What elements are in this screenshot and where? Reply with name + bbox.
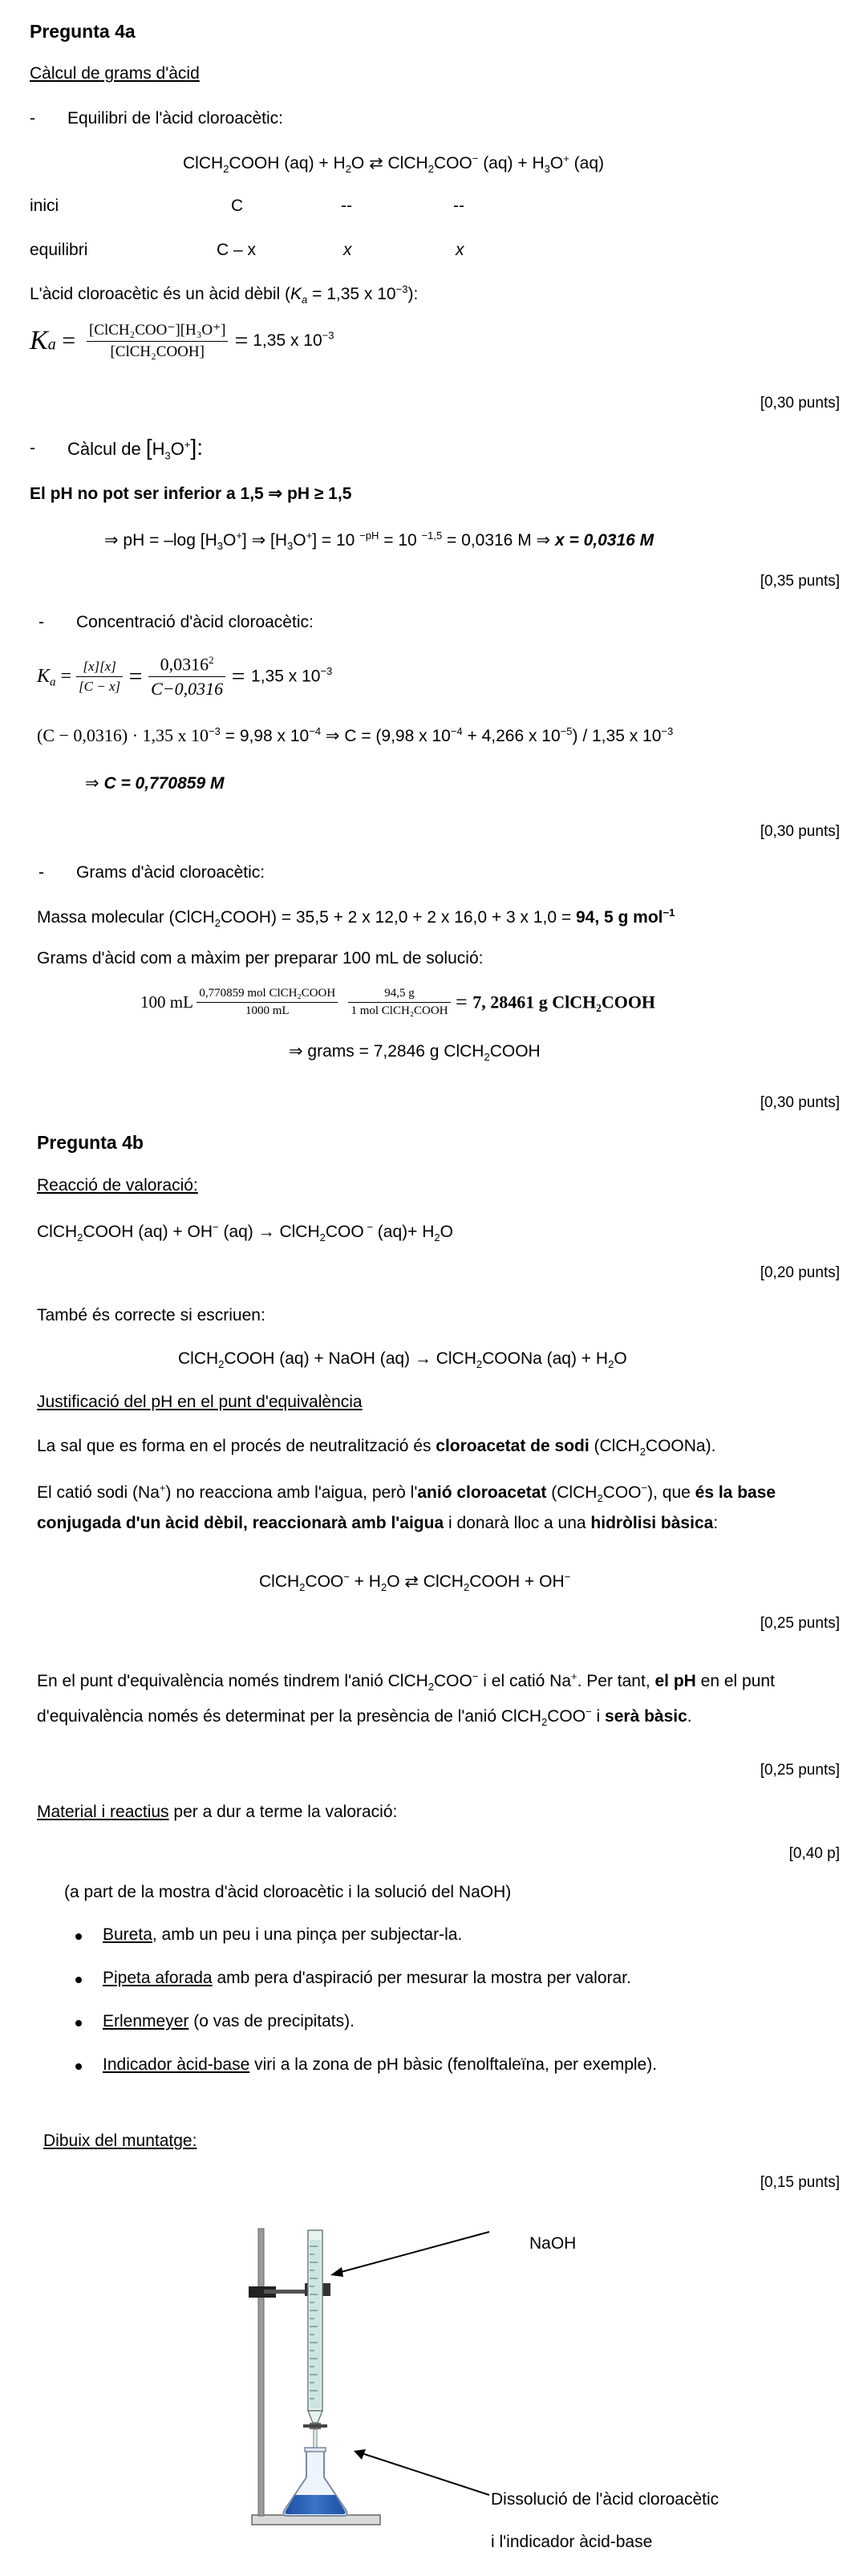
list-item: Bureta, amb un peu i una pinça per subjectar-la. [103, 1925, 463, 1944]
material-heading: Material i reactius per a dur a terme la valoració: [37, 1803, 398, 1821]
titration-setup-drawing [241, 2222, 497, 2535]
flask-arrow [359, 2452, 489, 2495]
c-equation: (C − 0,0316) · 1,35 x $10^{-3} = 9,98$ x $10^{-4}$ ⇒ C = (9,98 x $10^{-4} + 4,266$ x $10^{-5}) / 1,35$ x $10^{-3}$ [37, 725, 674, 745]
question-4a-title: Pregunta 4a [30, 21, 136, 42]
cation-paragraph: El catió sodi (Na+) no reacciona amb l'aigua, però l'anió cloroacetat (ClCH$_2$COO−), que és la base conjugada d'un àcid dèbil, reaccionarà amb l'aigua i donarà lloc a una hidròlisi bàsica: [37, 1482, 776, 1533]
material-intro: (a part de la mostra d'àcid cloroacètic i la solució del NaOH) [64, 1883, 512, 1901]
stand-rod [258, 2229, 264, 2516]
concentration-label: Concentració d'àcid cloroacètic: [76, 613, 314, 631]
ka-formula: $K_a$ = $\frac{\text{[ClCH₂COO⁻][H₃O⁺]}}{\text{[ClCH₂COOH]}}$ = 1,35 x $10^{-3}$ [30, 322, 334, 360]
ph-rule: El pH no pot ser inferior a 1,5 ⇒ pH ≥ 1,5 [30, 485, 352, 503]
list-item: Indicador àcid-base viri a la zona de pH bàsic (fenolftaleïna, per exemple). [103, 2055, 658, 2074]
equilibrium-reaction: ClCH$_2$COOH $(aq) + H_2O$ ⇄ ClCH$_2$COO− $(aq) + H_3O^+$ (aq) [183, 152, 604, 176]
dash-marker: - [30, 109, 35, 128]
dash-marker: - [38, 613, 44, 631]
cell-equil-x2: x [456, 241, 464, 259]
naoh-label: NaOH [529, 2234, 577, 2253]
cell-inici-c: C [231, 197, 244, 215]
molecular-mass: Massa molecular (ClCH$_2$COOH) = 35,5 + 2 x 12,0 + 2 x 16,0 + 3 x 1,0 = 94, 5 g mol$^{-1}$ [37, 907, 675, 930]
titration-reaction: ClCH$_2$COOH (aq) + OH− (aq) → ClCH$_2$COO − $(aq)+ H_2O$ [37, 1221, 453, 1244]
dash-marker: - [30, 439, 35, 457]
hydrolysis-reaction: ClCH$_2$COO− + $H_2O$ ⇄ ClCH$_2$COOH + OH− [259, 1571, 571, 1594]
h3o-label: Càlcul de $[H_3O^+]$: [67, 435, 204, 462]
flask-label-line2: i l'indicador àcid-base [491, 2533, 653, 2551]
list-item: Erlenmeyer (o vas de precipitats). [103, 2012, 355, 2030]
naoh-arrowhead [330, 2267, 343, 2277]
points-label: [0,35 punts] [760, 573, 840, 590]
points-label: [0,25 punts] [760, 1762, 840, 1779]
list-item: Pipeta aforada amb pera d'aspiració per mesurar la mostra per valorar. [103, 1969, 631, 1987]
list-bullet [75, 1933, 82, 1940]
equilibrium-label: Equilibri de l'àcid cloroacètic: [67, 109, 283, 128]
section-heading-ph-justification: Justificació del pH en el punt d'equivalència [37, 1393, 363, 1411]
section-heading-titration-reaction: Reacció de valoració: [37, 1176, 198, 1195]
c-result: ⇒ C = 0,770859 M [85, 774, 225, 793]
salt-statement: La sal que es forma en el procés de neutralització és cloroacetat de sodi (ClCH$_2$COONa). [37, 1437, 716, 1458]
points-label: [0,30 punts] [760, 395, 840, 412]
cell-inici-dash1: -- [341, 197, 352, 215]
cell-equil-c: C – x [217, 241, 257, 259]
ph-calculation: ⇒ pH = –log $[H_3O^+]$ ⇒ $[H_3O^+] = 10$ $^{-pH}$ = 10 $^{-1,5}$ = 0,0316 M ⇒ x = 0,0316 M [104, 529, 654, 553]
list-bullet [75, 1977, 82, 1983]
grams-result: ⇒ grams = 7,2846 g ClCH$_2$COOH [289, 1042, 541, 1064]
points-label: [0,25 punts] [760, 1615, 840, 1632]
flask-label-line1: Dissolució de l'àcid cloroacètic [491, 2490, 719, 2509]
flask-solution [285, 2495, 345, 2514]
section-heading-acid-grams: Càlcul de grams d'àcid [30, 64, 200, 83]
drawing-heading: Dibuix del muntatge: [43, 2132, 197, 2150]
alternative-reaction: ClCH$_2$COOH (aq) + NaOH (aq) → ClCH$_2$COONa $(aq) + H_2O$ [178, 1349, 627, 1371]
alternative-note: També és correcte si escriuen: [37, 1306, 265, 1325]
points-label: [0,40 p] [788, 1845, 840, 1862]
max-grams-statement: Grams d'àcid com a màxim per preparar 100 mL de solució: [37, 949, 484, 968]
points-label: [0,20 punts] [760, 1264, 840, 1281]
burette-taper [308, 2411, 322, 2423]
grams-calculation: 100 mL $\frac{\text{0,770859 mol ClCH₂COOH}}{1000 mL}$ $\frac{94,5 g}{\text{1 mol ClCH₂COOH}}$ = 7, 28461 g ClCH₂COOH [140, 987, 656, 1017]
row-label-equilibri: equilibri [30, 241, 88, 259]
row-label-inici: inici [30, 197, 59, 215]
flask-rim [305, 2448, 326, 2452]
points-label: [0,15 punts] [760, 2174, 840, 2191]
ka-substitution: $K_a$ = $\frac{[x][x]}{[C - x]}$ = $\frac{0,0316^2}{C-0,0316}$ = 1,35 x $10^{-3}$ [37, 654, 333, 700]
points-label: [0,30 punts] [760, 1094, 840, 1111]
points-label: [0,30 punts] [760, 823, 840, 840]
naoh-arrow [335, 2232, 489, 2274]
question-4b-title: Pregunta 4b [37, 1132, 144, 1153]
cell-equil-x1: x [343, 241, 352, 259]
grams-label: Grams d'àcid cloroacètic: [76, 863, 265, 882]
list-bullet [75, 2063, 82, 2070]
weak-acid-statement: L'àcid cloroacètic és un àcid dèbil ($K_a = 1,35$ x $10^{-3}$): [30, 283, 419, 306]
cell-inici-dash2: -- [453, 197, 464, 215]
equivalence-paragraph: En el punt d'equivalència només tindrem l'anió ClCH$_2$COO− i el catió Na+. Per tant, el pH en el punt d'equivalència només és determinat per la presència de l'anió ClCH$_2$COO− i serà bàsic. [37, 1670, 775, 1729]
list-bullet [75, 2020, 82, 2026]
stopcock-handle [303, 2424, 327, 2428]
dash-marker: - [38, 863, 44, 882]
